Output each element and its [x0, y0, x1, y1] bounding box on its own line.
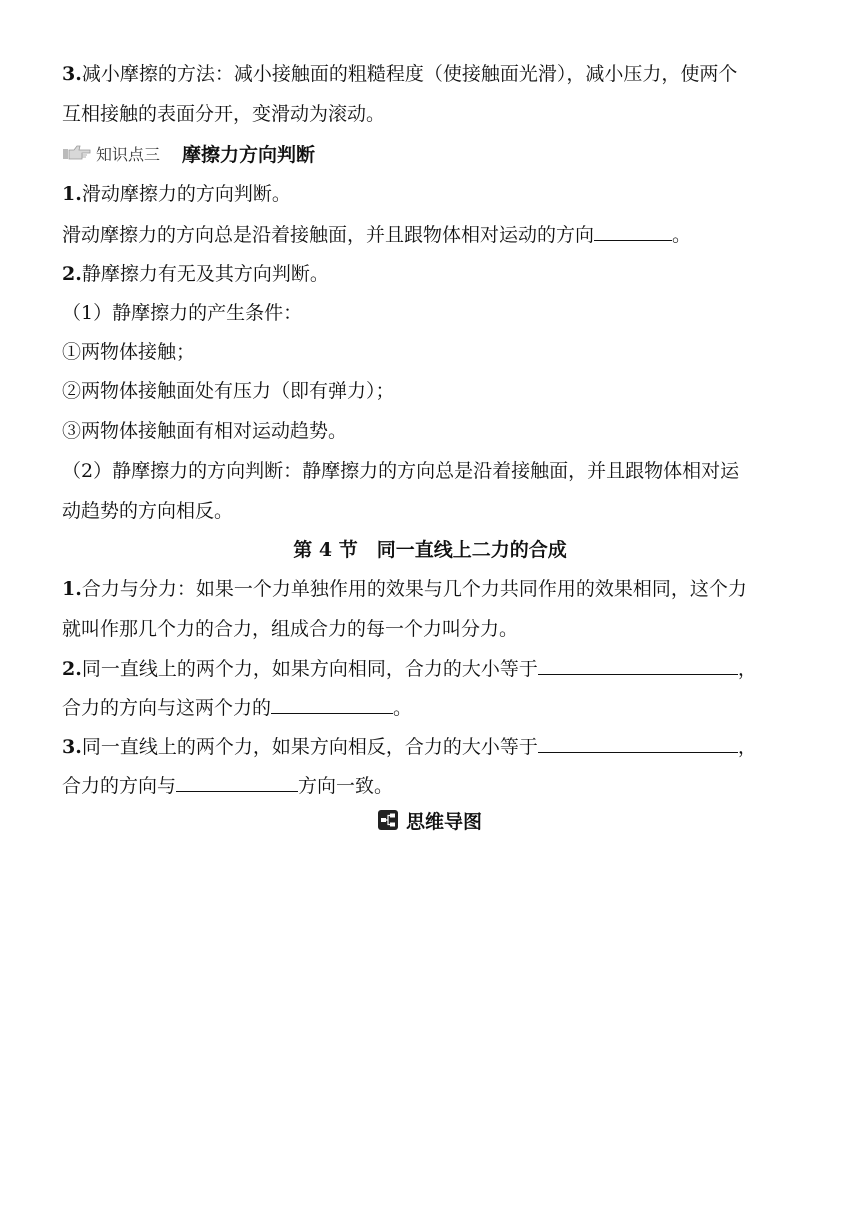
direction-line2: 动趋势的方向相反。 [62, 500, 234, 522]
condition-2: ②两物体接触面处有压力（即有弹力）； [62, 380, 395, 402]
item-text: 同一直线上的两个力，如果方向相同，合力的大小等于 [81, 658, 538, 680]
answer-blank[interactable] [538, 654, 738, 675]
sentence-end: 。 [672, 224, 692, 246]
direction-line1: （2）静摩擦力的方向判断：静摩擦力的方向总是沿着接触面，并且跟物体相对运 [62, 460, 740, 482]
mind-map-header [0, 806, 860, 834]
item-number: 1. [62, 578, 82, 600]
item-number: 3. [62, 63, 82, 85]
sentence-end: ， [737, 736, 757, 758]
answer-blank[interactable] [538, 732, 738, 753]
item-text: 合力的方向与 [62, 775, 177, 797]
section4-item1-line1 [62, 575, 747, 603]
sentence-end: ， [737, 658, 757, 680]
section4-item3-line2 [62, 771, 393, 800]
friction-item1-title [62, 180, 291, 208]
answer-blank[interactable] [176, 771, 298, 792]
knowledge-point-label: 知识点三 [96, 144, 161, 164]
friction-item1-text [62, 220, 691, 249]
sentence-end: 。 [393, 697, 413, 719]
mind-map-title: 思维导图 [405, 810, 482, 833]
answer-blank[interactable] [594, 220, 672, 241]
item3-text: 减小摩擦的方法：减小接触面的粗糙程度（使接触面光滑），减小压力，使两个 [81, 63, 738, 85]
item-text: 同一直线上的两个力，如果方向相反，合力的大小等于 [81, 736, 538, 758]
knowledge-point-title: 摩擦力方向判断 [182, 143, 316, 166]
item-text: 滑动摩擦力的方向判断。 [81, 183, 291, 205]
condition-3: ③两物体接触面有相对运动趋势。 [62, 420, 348, 442]
mind-map-icon [378, 810, 398, 830]
condition-title: （1）静摩擦力的产生条件： [62, 302, 303, 324]
item3-line2: 互相接触的表面分开，变滑动为滚动。 [62, 103, 386, 125]
section4-item1-line2: 就叫作那几个力的合力，组成合力的每一个力叫分力。 [62, 618, 519, 640]
section4-item2-line1 [62, 654, 757, 683]
section4-item3-line1 [62, 732, 757, 761]
section4-item2-line2 [62, 693, 412, 722]
condition-1: ①两物体接触； [62, 341, 196, 363]
friction-item2-title [62, 260, 329, 288]
knowledge-point-header [62, 138, 315, 168]
item-text: 方向一致。 [298, 775, 394, 797]
item3-line1 [62, 60, 737, 88]
item-text: 静摩擦力有无及其方向判断。 [81, 263, 329, 285]
item-number: 3. [62, 736, 82, 758]
pointing-hand-icon [62, 143, 92, 163]
item-text: 合力与分力：如果一个力单独作用的效果与几个力共同作用的效果相同，这个力 [81, 578, 747, 600]
sentence-text: 滑动摩擦力的方向总是沿着接触面，并且跟物体相对运动的方向 [62, 224, 595, 246]
item-number: 2. [62, 263, 82, 285]
item-text: 合力的方向与这两个力的 [62, 697, 272, 719]
item-number: 1. [62, 183, 82, 205]
item-number: 2. [62, 658, 82, 680]
answer-blank[interactable] [271, 693, 393, 714]
section-title: 第 4 节 同一直线上二力的合成 [293, 539, 567, 561]
